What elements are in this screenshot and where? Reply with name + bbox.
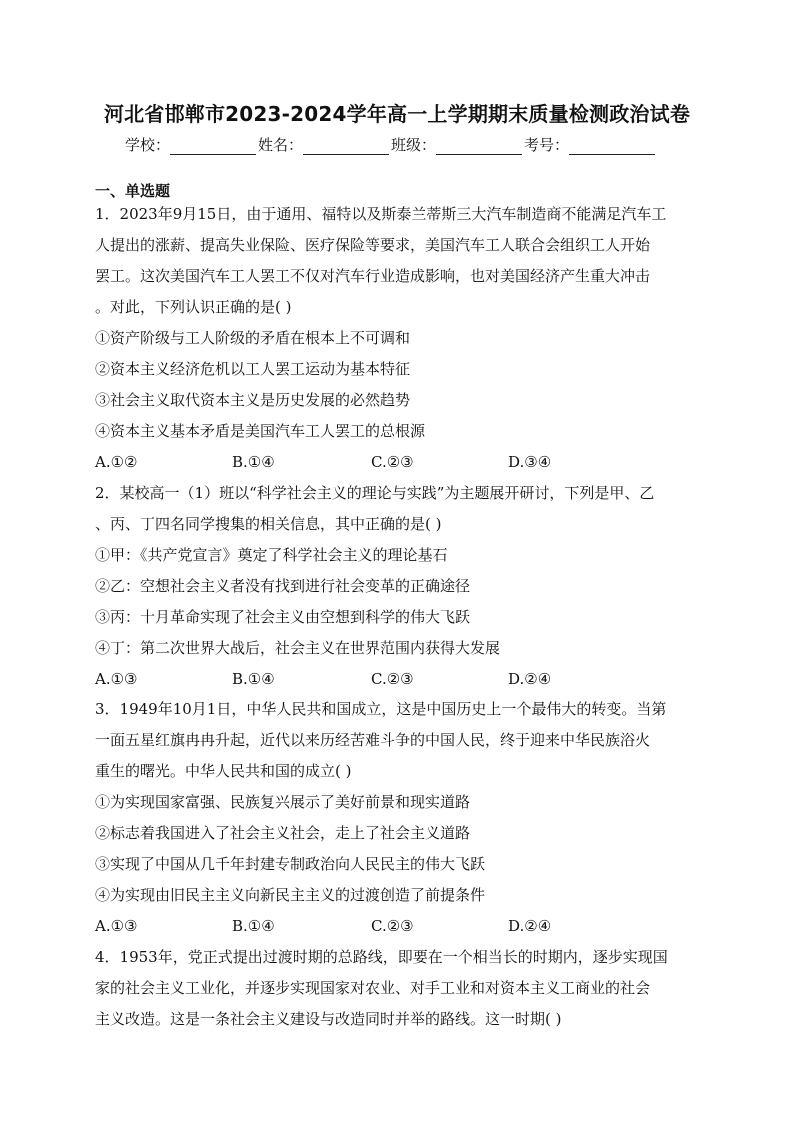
statement-item: ③丙：十月革命实现了社会主义由空想到科学的伟大飞跃 [95,608,471,626]
question-stem-line: 2．某校高一（1）班以“科学社会主义的理论与实践”为主题展开研讨，下列是甲、乙 [95,484,655,502]
statement-item: ①甲：《共产党宣言》奠定了科学社会主义的理论基石 [95,546,448,564]
choice-d: D.②④ [508,670,552,688]
statement-item: ③社会主义取代资本主义是历史发展的必然趋势 [95,391,411,409]
choice-a: A.①③ [95,917,138,935]
question-stem-line: 重生的曙光。中华人民共和国的成立( ) [95,762,352,780]
question-stem-line: 人提出的涨薪、提高失业保险、医疗保险等要求，美国汽车工人联合会组织工人开始 [95,236,651,254]
class-field [391,134,524,155]
question-stem-line: 4．1953年，党正式提出过渡时期的总路线，即要在一个相当长的时期内，逐步实现国 [95,948,668,966]
question-stem-line: 主义改造。这是一条社会主义建设与改造同时并举的路线。这一时期( ) [95,1010,562,1028]
choice-b: B.①④ [232,453,275,471]
class-blank [436,140,522,155]
statement-item: ④为实现由旧民主主义向新民主主义的过渡创造了前提条件 [95,886,486,904]
statement-item: ①资产阶级与工人阶级的矛盾在根本上不可调和 [95,329,411,347]
choice-b: B.①④ [232,917,275,935]
class-label: 班级： [391,136,437,154]
choice-c: C.②③ [371,453,414,471]
question-stem-line: 罢工。这次美国汽车工人罢工不仅对汽车行业造成影响，也对美国经济产生重大冲击 [95,267,651,285]
statement-item: ②资本主义经济危机以工人罢工运动为基本特征 [95,360,411,378]
school-field [125,134,258,155]
statement-item: ①为实现国家富强、民族复兴展示了美好前景和现实道路 [95,793,471,811]
question-stem-line: 、丙、丁四名同学搜集的相关信息，其中正确的是( ) [95,515,442,533]
choice-c: C.②③ [371,917,414,935]
number-blank [569,140,655,155]
statement-item: ④资本主义基本矛盾是美国汽车工人罢工的总根源 [95,422,426,440]
student-info-row [125,134,685,155]
question-stem-line: 。对此，下列认识正确的是( ) [95,298,292,316]
statement-item: ②乙：空想社会主义者没有找到进行社会变革的正确途径 [95,577,471,595]
question-stem-line: 1．2023年9月15日，由于通用、福特以及斯泰兰蒂斯三大汽车制造商不能满足汽车工 [95,205,667,223]
statement-item: ③实现了中国从几千年封建专制政治向人民民主的伟大飞跃 [95,855,486,873]
name-label: 姓名： [258,136,304,154]
question-stem-line: 家的社会主义工业化，并逐步实现国家对农业、对手工业和对资本主义工商业的社会 [95,979,651,997]
choice-a: A.①③ [95,670,138,688]
name-blank [303,140,389,155]
name-field [258,134,391,155]
choice-d: D.②④ [508,917,552,935]
choice-b: B.①④ [232,670,275,688]
school-label: 学校： [125,136,171,154]
question-stem-line: 一面五星红旗冉冉升起，近代以来历经苦难斗争的中国人民，终于迎来中华民族浴火 [95,731,651,749]
choice-a: A.①② [95,453,138,471]
section-heading: 一、单选题 [95,182,171,200]
statement-item: ②标志着我国进入了社会主义社会，走上了社会主义道路 [95,824,471,842]
number-field [524,134,657,155]
choice-d: D.③④ [508,453,552,471]
statement-item: ④丁：第二次世界大战后，社会主义在世界范围内获得大发展 [95,639,501,657]
number-label: 考号： [524,136,570,154]
school-blank [170,140,256,155]
question-stem-line: 3．1949年10月1日，中华人民共和国成立，这是中国历史上一个最伟大的转变。当第 [95,700,667,718]
choice-c: C.②③ [371,670,414,688]
exam-title: 河北省邯郸市2023-2024学年高一上学期期末质量检测政治试卷 [103,102,691,126]
